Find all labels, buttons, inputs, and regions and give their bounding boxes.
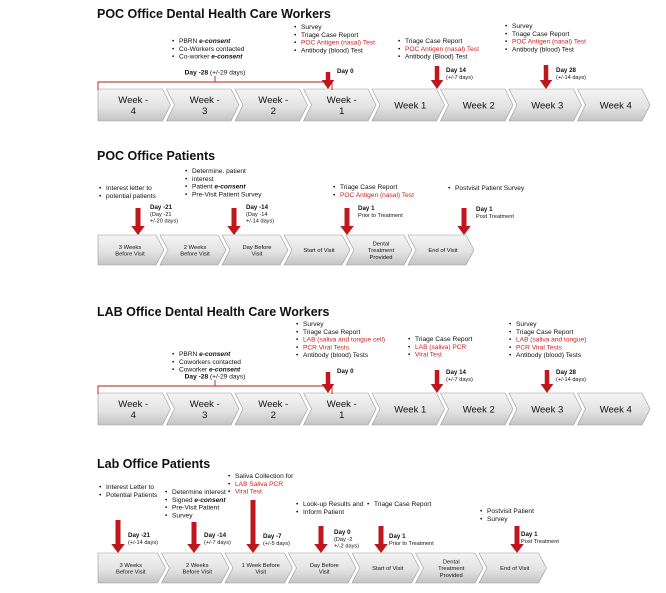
bullet: • xyxy=(505,23,508,30)
note-line: Antibody (Blood) Test xyxy=(405,53,468,61)
note-line: Patient e-consent xyxy=(192,183,246,191)
note-line: Saliva Collection for xyxy=(235,473,294,480)
bullet: • xyxy=(165,489,168,496)
chevron-label: Week -1 xyxy=(326,95,357,117)
svg-text:Day -14: Day -14 xyxy=(246,204,269,211)
note-block xyxy=(294,24,375,54)
svg-text:+/-20 days): +/-20 days) xyxy=(150,218,179,225)
note-block xyxy=(172,38,245,61)
day-label xyxy=(446,67,473,81)
bullet: • xyxy=(480,508,483,515)
bullet: • xyxy=(185,191,188,199)
chevron-label: Week -4 xyxy=(118,95,149,117)
bullet: • xyxy=(505,46,508,54)
bullet: • xyxy=(228,480,231,488)
note-line: Co-Workers contacted xyxy=(179,45,245,53)
bullet: • xyxy=(165,504,168,512)
svg-text:(+/-7 days): (+/-7 days) xyxy=(446,377,473,383)
down-arrow xyxy=(374,526,388,553)
day-label xyxy=(334,529,359,550)
svg-text:(Day -14: (Day -14 xyxy=(246,212,268,218)
down-arrow xyxy=(246,500,260,553)
note-line: POC Antigen (nasal) Test xyxy=(340,191,414,199)
day-label xyxy=(521,531,559,545)
note-line: Survey xyxy=(172,512,193,520)
day-label xyxy=(204,532,231,546)
bullet: • xyxy=(296,501,299,508)
chevron-label: Week 2 xyxy=(462,404,495,416)
svg-text:(+/-7 days): (+/-7 days) xyxy=(204,540,231,546)
down-arrow xyxy=(541,370,554,393)
bullet: • xyxy=(165,512,168,520)
note-line: Pre-Visit Patient Survey xyxy=(192,191,262,199)
note-line: POC Antigen (nasal) Test xyxy=(301,39,375,47)
bullet: • xyxy=(99,192,102,200)
down-arrow xyxy=(457,208,471,235)
bullet: • xyxy=(509,352,512,360)
bullet: • xyxy=(185,168,188,175)
day-label xyxy=(128,532,158,546)
day-label xyxy=(263,533,290,547)
note-block xyxy=(509,321,586,359)
bullet: • xyxy=(228,473,231,480)
svg-text:(+/-14 days): (+/-14 days) xyxy=(556,377,587,383)
note-line: Survey xyxy=(487,515,508,523)
note-line: Potential Patients xyxy=(106,491,158,499)
bullet: • xyxy=(505,38,508,46)
note-block xyxy=(367,501,431,508)
note-line: POC Antigen (nasal) Test xyxy=(512,38,586,46)
day-label xyxy=(556,369,586,383)
note-block xyxy=(99,484,158,499)
note-line: Triage Case Report xyxy=(301,31,359,39)
svg-text:Day -21: Day -21 xyxy=(150,204,173,211)
note-block xyxy=(228,473,294,496)
bullet: • xyxy=(99,491,102,499)
note-line: LAB (saliva and tongue cell) xyxy=(303,336,386,344)
day-label xyxy=(150,204,178,225)
bullet: • xyxy=(294,31,297,39)
day-label xyxy=(476,206,514,220)
svg-text:+/-14 days): +/-14 days) xyxy=(246,218,275,225)
bullet: • xyxy=(294,47,297,55)
note-line: Determine. patient xyxy=(192,168,246,175)
down-arrow xyxy=(431,370,444,393)
bullet: • xyxy=(509,336,512,344)
note-line: PBRN e-consent xyxy=(179,351,231,358)
down-arrow xyxy=(340,208,354,235)
note-block xyxy=(165,489,226,519)
bullet: • xyxy=(185,175,188,183)
note-line: Coworkers contacted xyxy=(179,358,241,366)
bullet: • xyxy=(509,328,512,336)
svg-text:Day -14: Day -14 xyxy=(204,532,227,539)
note-line: Triage Case Report xyxy=(374,501,432,508)
chevron-label: Week 3 xyxy=(531,404,564,416)
note-line: Antibody (blood) Test xyxy=(512,46,574,54)
note-line: Co-worker e-consent xyxy=(179,53,243,61)
svg-text:Day 0: Day 0 xyxy=(337,68,354,75)
note-block xyxy=(408,336,472,359)
bullet: • xyxy=(367,501,370,508)
svg-text:+/-2 days): +/-2 days) xyxy=(334,543,360,550)
chevron-label: 3 Weeks Before Visit xyxy=(115,244,145,258)
day-label xyxy=(389,533,434,547)
bracket-label: Day -28 (+/-29 days) xyxy=(184,373,246,381)
chevron-label: Day Before Visit xyxy=(242,244,272,258)
chevron-label: Week 2 xyxy=(462,100,495,112)
note-line: Viral Test xyxy=(235,488,262,496)
down-arrow xyxy=(540,65,553,89)
down-arrow xyxy=(187,522,201,553)
note-block xyxy=(185,168,262,198)
note-line: Survey xyxy=(512,23,533,30)
svg-text:Day 28: Day 28 xyxy=(556,67,576,74)
note-line: Antibody (blood) Tests xyxy=(303,352,369,360)
svg-text:Day 1: Day 1 xyxy=(521,531,538,538)
chevron-label: Week 4 xyxy=(599,100,632,112)
down-arrow xyxy=(131,208,145,235)
note-line: Triage Case Report xyxy=(405,38,463,45)
svg-text:Prior to Treatment: Prior to Treatment xyxy=(358,213,403,219)
bullet: • xyxy=(296,321,299,328)
down-arrow xyxy=(111,520,125,553)
bullet: • xyxy=(99,484,102,491)
svg-text:(+/-5 days): (+/-5 days) xyxy=(263,541,290,547)
note-line: Interest letter to xyxy=(106,185,152,192)
svg-text:(+/-7 days): (+/-7 days) xyxy=(446,75,473,81)
chevron-label: Start of Visit xyxy=(372,566,404,573)
section-title: POC Office Dental Health Care Workers xyxy=(97,7,331,21)
note-line: Look-up Results and xyxy=(303,501,364,508)
section-title: LAB Office Dental Health Care Workers xyxy=(97,305,330,319)
svg-text:(Day -2: (Day -2 xyxy=(334,537,353,543)
bullet: • xyxy=(398,45,401,53)
chevron-label: Week 4 xyxy=(599,404,632,416)
chevron-label: Week 3 xyxy=(531,100,564,112)
note-block xyxy=(296,501,364,516)
note-line: Determine interest xyxy=(172,489,226,496)
bullet: • xyxy=(172,351,175,358)
chevron-label: Week -2 xyxy=(258,399,289,421)
svg-text:Day 1: Day 1 xyxy=(389,533,406,540)
note-line: Survey xyxy=(516,321,537,328)
svg-text:Day 0: Day 0 xyxy=(334,529,351,536)
bullet: • xyxy=(408,343,411,351)
down-arrow xyxy=(431,66,444,89)
note-line: Triage Case Report xyxy=(516,328,574,336)
svg-text:Post Treatment: Post Treatment xyxy=(476,214,514,220)
chevron-label: Day Before Visit xyxy=(309,562,339,576)
chevron-label: End of Visit xyxy=(428,248,458,255)
note-block xyxy=(333,184,414,199)
note-line: Triage Case Report xyxy=(512,30,570,38)
svg-text:(Day -21: (Day -21 xyxy=(150,212,172,218)
chevron-label: Dental Treatment Provided xyxy=(367,241,395,261)
section-title: Lab Office Patients xyxy=(97,457,211,471)
note-line: Interest Letter to xyxy=(106,484,155,491)
note-line: Antibody (blood) Tests xyxy=(516,352,582,360)
day-label xyxy=(337,368,354,375)
section-title: POC Office Patients xyxy=(97,149,216,163)
bullet: • xyxy=(296,328,299,336)
note-block xyxy=(448,185,525,192)
chevron-label: Week -1 xyxy=(326,399,357,421)
note-line: Antibody (blood) Test xyxy=(301,47,363,55)
note-line: Signed e-consent xyxy=(172,496,226,504)
chevron-label: Start of Visit xyxy=(303,248,335,255)
chevron-label: 3 Weeks Before Visit xyxy=(115,562,146,576)
bullet: • xyxy=(296,508,299,516)
bullet: • xyxy=(228,488,231,496)
svg-text:(+/-14 days): (+/-14 days) xyxy=(128,540,159,546)
note-line: LAB (saliva and tongue) xyxy=(516,336,587,344)
note-line: LAB Saliva PCR xyxy=(235,480,284,488)
note-block xyxy=(505,23,586,53)
chevron-label: Dental Treatment Provided xyxy=(438,559,465,579)
note-line: Triage Case Report xyxy=(303,328,361,336)
chevron-label: Week -3 xyxy=(189,399,220,421)
bullet: • xyxy=(398,53,401,61)
note-line: Viral Test xyxy=(415,351,442,359)
svg-text:Post Treatment: Post Treatment xyxy=(521,539,559,545)
bullet: • xyxy=(408,351,411,359)
bullet: • xyxy=(448,185,451,192)
chevron-label: Week -3 xyxy=(189,95,220,117)
note-line: Triage Case Report xyxy=(340,184,398,191)
note-line: POC Antigen (nasal) Test xyxy=(405,45,479,53)
note-line: interest xyxy=(192,175,214,183)
note-line: PBRN e-consent xyxy=(179,38,231,45)
chevron-label: Week 1 xyxy=(394,100,427,112)
bullet: • xyxy=(185,183,188,191)
day-label xyxy=(337,68,354,75)
bullet: • xyxy=(172,366,175,374)
bullet: • xyxy=(408,336,411,343)
day-label xyxy=(358,205,403,219)
note-line: potential patients xyxy=(106,192,156,200)
note-block xyxy=(398,38,479,61)
bullet: • xyxy=(99,185,102,192)
note-line: Coworker e-consent xyxy=(179,366,241,374)
note-line: Inform Patient xyxy=(303,508,345,516)
note-line: Survey xyxy=(303,321,324,328)
chevron-label: 2 Weeks Before Visit xyxy=(180,244,210,258)
chevron-label: End of Visit xyxy=(500,566,530,573)
bullet: • xyxy=(509,344,512,352)
bullet: • xyxy=(172,38,175,45)
chevron-label: 1 Week Before Visit xyxy=(241,562,280,576)
svg-text:(+/-14 days): (+/-14 days) xyxy=(556,75,587,81)
bullet: • xyxy=(398,38,401,45)
note-line: Survey xyxy=(301,24,322,31)
day-label xyxy=(446,369,473,383)
note-block xyxy=(296,321,385,359)
day-label xyxy=(246,204,274,225)
bullet: • xyxy=(509,321,512,328)
bullet: • xyxy=(172,53,175,61)
note-line: Postvisit Patient xyxy=(487,508,534,515)
bracket-label: Day -28 (+/-29 days) xyxy=(184,69,246,77)
svg-text:Day 0: Day 0 xyxy=(337,368,354,375)
day-label xyxy=(556,67,586,81)
svg-text:Day 1: Day 1 xyxy=(358,205,375,212)
bullet: • xyxy=(172,45,175,53)
bullet: • xyxy=(296,344,299,352)
bullet: • xyxy=(480,515,483,523)
note-line: Pre-Visit Patient xyxy=(172,504,220,512)
note-line: Triage Case Report xyxy=(415,336,473,343)
bullet: • xyxy=(294,24,297,31)
bullet: • xyxy=(296,336,299,344)
note-block xyxy=(172,351,241,374)
bullet: • xyxy=(294,39,297,47)
note-line: PCR Viral Tests xyxy=(516,344,562,352)
down-arrow xyxy=(314,526,328,553)
chevron-label: 2 Weeks Before Visit xyxy=(182,562,213,576)
bullet: • xyxy=(172,358,175,366)
bullet: • xyxy=(333,191,336,199)
svg-text:Day 14: Day 14 xyxy=(446,369,466,376)
bullet: • xyxy=(165,496,168,504)
svg-text:Prior to Treatment: Prior to Treatment xyxy=(389,541,434,547)
note-line: Postvisit Patient Survey xyxy=(455,185,525,192)
bullet: • xyxy=(505,30,508,38)
bullet: • xyxy=(333,184,336,191)
svg-text:Day -7: Day -7 xyxy=(263,533,282,540)
svg-text:Day 1: Day 1 xyxy=(476,206,493,213)
svg-text:Day -21: Day -21 xyxy=(128,532,151,539)
chevron-label: Week -4 xyxy=(118,399,149,421)
chevron-label: Week -2 xyxy=(258,95,289,117)
note-block xyxy=(480,508,534,523)
note-line: LAB (saliva) PCR xyxy=(415,343,467,351)
chevron-label: Week 1 xyxy=(394,404,427,416)
note-block xyxy=(99,185,157,200)
svg-text:Day 28: Day 28 xyxy=(556,369,576,376)
down-arrow xyxy=(227,208,241,235)
svg-text:Day 14: Day 14 xyxy=(446,67,466,74)
note-line: PCR Viral Tests xyxy=(303,344,349,352)
bullet: • xyxy=(296,352,299,360)
